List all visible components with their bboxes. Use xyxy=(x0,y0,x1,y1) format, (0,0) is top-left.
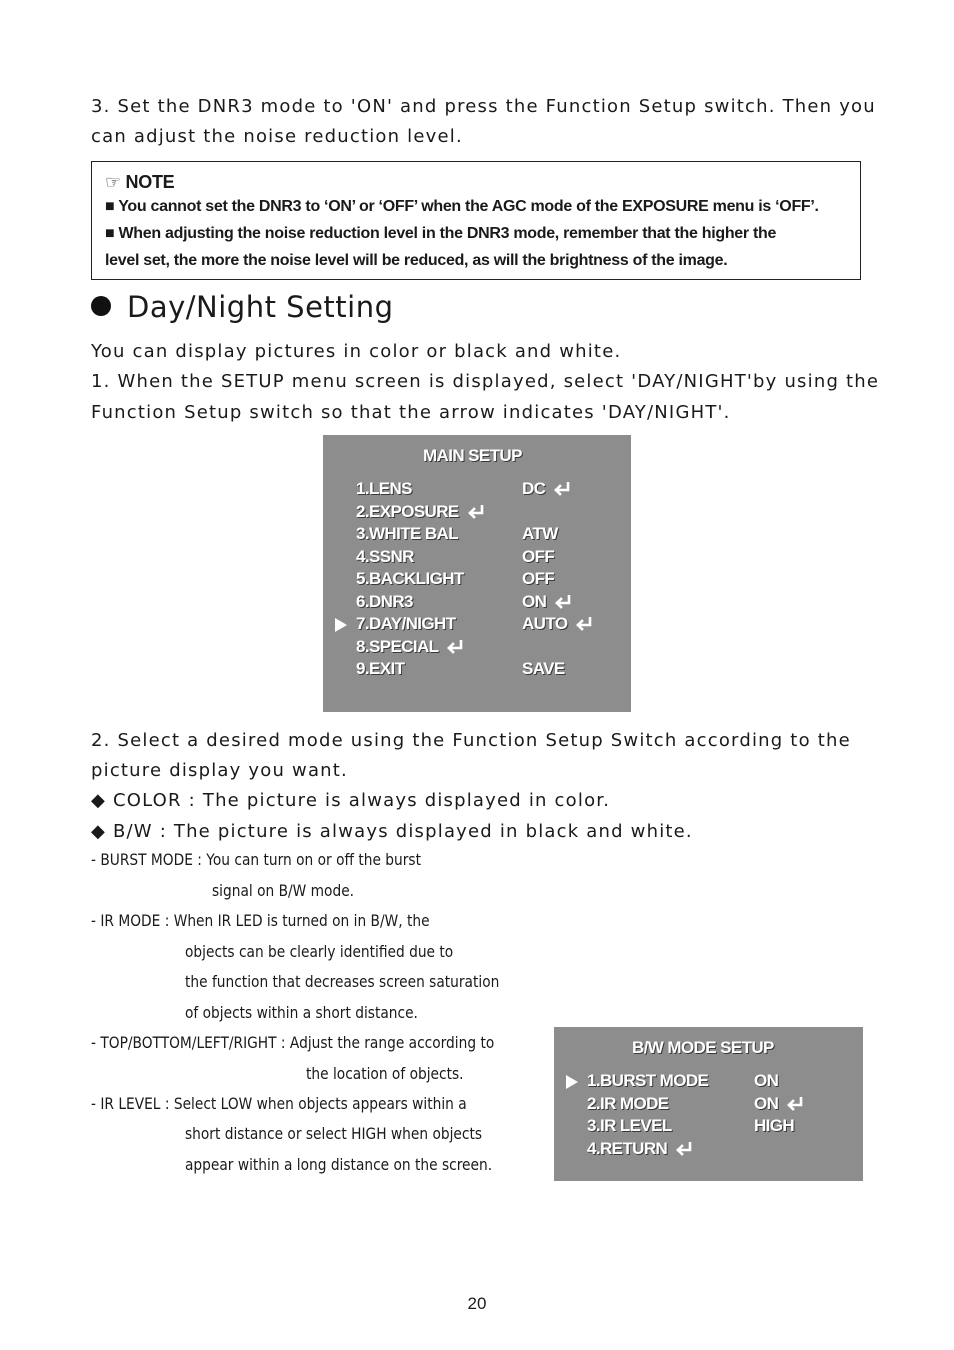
note-bullet-2-line1: ■ When adjusting the noise reduction level in the DNR3 mode, remember that the higher the xyxy=(105,225,777,242)
enter-icon xyxy=(673,1142,693,1156)
section-heading xyxy=(91,290,394,324)
bw-setup-item-label: 1.BURST MODE xyxy=(587,1071,709,1090)
main-setup-item-value: AUTO xyxy=(522,614,593,634)
color-option: ◆ COLOR : The picture is always displayed in color. xyxy=(91,790,611,811)
bw-setup-item-3[interactable] xyxy=(587,1116,672,1136)
section-title: Day/Night Setting xyxy=(127,290,394,324)
selection-arrow-icon xyxy=(565,1074,579,1090)
bw-setup-item-2[interactable] xyxy=(587,1094,669,1114)
main-setup-osd xyxy=(323,435,631,712)
range-desc-2: the location of objects. xyxy=(306,1064,464,1083)
main-setup-item-label: 9.EXIT xyxy=(356,659,405,678)
main-setup-item-2[interactable] xyxy=(356,502,485,522)
main-setup-item-value: ON xyxy=(522,592,572,612)
bw-setup-item-label: 4.RETURN xyxy=(587,1138,668,1158)
note-box xyxy=(91,161,861,280)
step2-line2: picture display you want. xyxy=(91,760,348,781)
note-header xyxy=(105,172,174,193)
main-setup-item-5[interactable] xyxy=(356,569,464,589)
main-setup-item-label: 3.WHITE BAL xyxy=(356,524,459,543)
main-setup-item-label: 2.EXPOSURE xyxy=(356,501,459,521)
section-intro: You can display pictures in color or black and white. xyxy=(91,341,622,362)
bw-mode-setup-title: B/W MODE SETUP xyxy=(632,1038,774,1057)
main-setup-title: MAIN SETUP xyxy=(423,446,522,465)
pointing-hand-icon: ☞ xyxy=(105,172,121,193)
main-setup-item-6[interactable] xyxy=(356,592,413,612)
main-setup-item-value: OFF xyxy=(522,546,555,566)
main-setup-item-label: 1.LENS xyxy=(356,479,412,498)
step1-line1: 1. When the SETUP menu screen is displayed, select 'DAY/NIGHT'by using the xyxy=(91,371,880,392)
step2-line1: 2. Select a desired mode using the Function Setup Switch according to the xyxy=(91,730,851,751)
burst-mode-desc-1: - BURST MODE : You can turn on or off the burst xyxy=(91,850,421,869)
note-bullet-1: ■ You cannot set the DNR3 to ‘ON’ or ‘OFF’ when the AGC mode of the EXPOSURE menu is ‘OFF’. xyxy=(105,198,819,215)
enter-icon xyxy=(573,617,593,631)
ir-mode-desc-3: the function that decreases screen saturation xyxy=(185,972,500,991)
main-setup-item-7[interactable] xyxy=(356,614,456,634)
step3-line1: 3. Set the DNR3 mode to 'ON' and press the Function Setup switch. Then you xyxy=(91,96,876,117)
ir-level-desc-2: short distance or select HIGH when objects xyxy=(185,1124,483,1143)
ir-level-desc-3: appear within a long distance on the screen. xyxy=(185,1155,493,1174)
step1-line2: Function Setup switch so that the arrow indicates 'DAY/NIGHT'. xyxy=(91,402,731,423)
bw-setup-item-value: HIGH xyxy=(754,1116,795,1135)
selection-arrow-icon xyxy=(334,617,348,633)
enter-icon xyxy=(784,1097,804,1111)
main-setup-item-1[interactable] xyxy=(356,479,412,499)
main-setup-item-9[interactable] xyxy=(356,659,404,679)
bullet-dot-icon xyxy=(91,296,111,316)
bw-mode-setup-osd xyxy=(554,1027,863,1181)
ir-mode-desc-1: - IR MODE : When IR LED is turned on in B/W, the xyxy=(91,911,430,930)
ir-mode-desc-2: objects can be clearly identified due to xyxy=(185,942,454,961)
ir-mode-desc-4: of objects within a short distance. xyxy=(185,1003,418,1022)
main-setup-item-3[interactable] xyxy=(356,524,458,544)
bw-setup-item-value: ON xyxy=(754,1071,779,1090)
enter-icon xyxy=(465,505,485,519)
main-setup-item-label: 8.SPECIAL xyxy=(356,636,439,656)
main-setup-item-label: 4.SSNR xyxy=(356,546,414,566)
note-title: NOTE xyxy=(125,172,175,192)
bw-setup-item-label: 3.IR LEVEL xyxy=(587,1116,672,1135)
bw-setup-item-4[interactable] xyxy=(587,1139,693,1159)
enter-icon xyxy=(444,640,464,654)
bw-setup-item-label: 2.IR MODE xyxy=(587,1093,669,1113)
main-setup-item-value: SAVE xyxy=(522,659,565,678)
main-setup-item-4[interactable] xyxy=(356,547,414,567)
main-setup-item-label: 6.DNR3 xyxy=(356,591,413,611)
step3-line2: can adjust the noise reduction level. xyxy=(91,126,463,147)
bw-option: ◆ B/W : The picture is always displayed in black and white. xyxy=(91,821,693,842)
bw-setup-item-1[interactable] xyxy=(587,1071,708,1091)
burst-mode-desc-2: signal on B/W mode. xyxy=(212,881,355,900)
range-desc-1: - TOP/BOTTOM/LEFT/RIGHT : Adjust the range according to xyxy=(91,1033,495,1052)
main-setup-item-value: OFF xyxy=(522,569,555,588)
enter-icon xyxy=(552,595,572,609)
enter-icon xyxy=(551,482,571,496)
ir-level-desc-1: - IR LEVEL : Select LOW when objects appears within a xyxy=(91,1094,467,1113)
main-setup-item-value: DC xyxy=(522,479,571,499)
main-setup-item-8[interactable] xyxy=(356,637,464,657)
page-number: 20 xyxy=(467,1294,487,1313)
main-setup-item-value: ATW xyxy=(522,524,558,543)
note-bullet-2-line2: level set, the more the noise level will be reduced, as will the brightness of the image. xyxy=(105,252,728,269)
bw-setup-item-value: ON xyxy=(754,1094,804,1114)
main-setup-item-label: 7.DAY/NIGHT xyxy=(356,614,456,633)
main-setup-item-label: 5.BACKLIGHT xyxy=(356,569,464,588)
